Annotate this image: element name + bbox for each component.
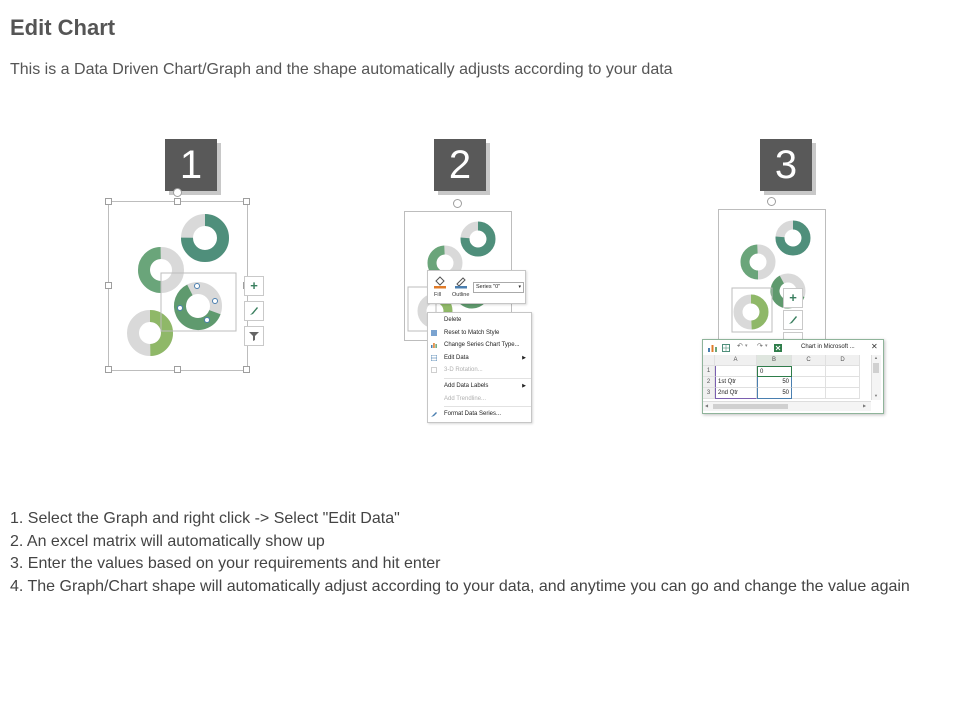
cell-b3[interactable]: 50: [757, 388, 792, 399]
horizontal-scrollbar[interactable]: [703, 401, 871, 411]
rotate-handle[interactable]: [453, 199, 462, 208]
step-badge-2: 2: [434, 139, 486, 191]
context-menu: [427, 312, 532, 423]
instruction-step-2: 2. An excel matrix will automatically show up: [10, 532, 325, 550]
filter-icon: [248, 330, 260, 342]
column-header-d[interactable]: D: [826, 355, 860, 366]
menu-item-label: Add Data Labels: [444, 382, 489, 389]
step-badge-1: 1: [165, 139, 217, 191]
scroll-up-icon[interactable]: ▲: [874, 355, 878, 360]
cell-d1[interactable]: [826, 366, 860, 377]
chevron-down-icon: ▾: [518, 284, 521, 290]
cell-a2[interactable]: 1st Qtr: [715, 377, 757, 388]
menu-item-label: Add Trendline...: [444, 395, 487, 402]
menu-item-label: Edit Data: [444, 354, 469, 361]
excel-window: [702, 339, 884, 414]
cell-d2[interactable]: [826, 377, 860, 388]
brush-icon: [248, 305, 260, 317]
menu-item-label: Format Data Series...: [444, 411, 502, 418]
column-header-b[interactable]: B: [757, 355, 792, 366]
submenu-arrow-icon: ▶: [522, 354, 526, 361]
rotation-icon: [431, 367, 437, 373]
undo-icon[interactable]: ↶: [737, 343, 743, 350]
menu-item-add-trendline: [428, 393, 531, 406]
grid-icon[interactable]: [722, 344, 730, 352]
instruction-step-1: 1. Select the Graph and right click -> Select "Edit Data": [10, 510, 400, 527]
menu-item-change-chart-type[interactable]: [428, 339, 531, 352]
menu-item-add-data-labels[interactable]: [428, 380, 531, 393]
column-header-c[interactable]: C: [792, 355, 826, 366]
menu-item-label: 3-D Rotation...: [444, 367, 483, 374]
column-header-a[interactable]: A: [715, 355, 757, 366]
chart-type-icon: [431, 342, 437, 348]
instruction-step-3: 3. Enter the values based on your requirements and hit enter: [10, 555, 441, 572]
chart-elements-button[interactable]: [783, 288, 803, 308]
page-title: Edit Chart: [10, 15, 116, 40]
page-subtitle: This is a Data Driven Chart/Graph and the shape automatically adjusts according to your data: [10, 61, 673, 78]
redo-icon[interactable]: ↷: [757, 343, 763, 350]
submenu-arrow-icon: ▶: [522, 382, 526, 389]
rotate-handle[interactable]: [173, 188, 182, 197]
chevron-down-icon[interactable]: ▾: [745, 343, 748, 349]
rotate-handle[interactable]: [767, 197, 776, 206]
menu-separator: [444, 378, 531, 379]
scrollbar-thumb[interactable]: [873, 363, 879, 373]
donut-charts[interactable]: [108, 201, 246, 369]
fill-label[interactable]: Fill: [434, 292, 442, 298]
row-header-3[interactable]: 3: [703, 388, 715, 399]
menu-separator: [444, 406, 531, 407]
instructions: [10, 508, 950, 598]
chart-filters-button[interactable]: [244, 326, 264, 346]
series-dropdown-value: Series "0": [476, 284, 501, 290]
scroll-right-icon[interactable]: ▶: [863, 403, 867, 408]
step-badge-3: 3: [760, 139, 812, 191]
menu-item-delete[interactable]: [428, 314, 531, 327]
reset-style-icon: [431, 330, 437, 336]
donut-lime: [133, 316, 167, 350]
excel-icon[interactable]: [774, 344, 782, 352]
row-header-2[interactable]: 2: [703, 377, 715, 388]
scrollbar-thumb[interactable]: [713, 404, 788, 409]
series-dropdown[interactable]: [473, 282, 524, 293]
close-icon[interactable]: ✕: [871, 342, 878, 351]
chart-elements-button[interactable]: [244, 276, 264, 296]
cell-c1[interactable]: [792, 366, 826, 377]
menu-item-edit-data[interactable]: [428, 352, 531, 365]
plus-icon: +: [250, 278, 258, 293]
brush-icon: [787, 314, 799, 326]
mini-format-toolbar: [427, 270, 526, 304]
cell-c2[interactable]: [792, 377, 826, 388]
donut-teal: [187, 220, 223, 256]
row-header-1[interactable]: 1: [703, 366, 715, 377]
chart-icon: [708, 344, 717, 352]
outline-pen-icon[interactable]: [454, 275, 468, 289]
cell-d3[interactable]: [826, 388, 860, 399]
vertical-scrollbar[interactable]: [871, 355, 881, 400]
cell-a3[interactable]: 2nd Qtr: [715, 388, 757, 399]
instruction-step-4: 4. The Graph/Chart shape will automatically adjust according to your data, and anytime you can go and change the value again: [10, 577, 910, 595]
plus-icon: +: [789, 290, 797, 305]
cell-b2[interactable]: 50: [757, 377, 792, 388]
menu-item-format-data-series[interactable]: [428, 408, 531, 421]
menu-item-label: Change Series Chart Type...: [444, 342, 520, 349]
menu-item-label: Reset to Match Style: [444, 329, 500, 336]
menu-item-3d-rotation: [428, 364, 531, 377]
outline-label[interactable]: Outline: [452, 292, 470, 298]
cell-a1[interactable]: [715, 366, 757, 377]
chevron-down-icon[interactable]: ▾: [765, 343, 768, 349]
chart-styles-button[interactable]: [783, 310, 803, 330]
edit-data-icon: [431, 355, 437, 361]
chart-styles-button[interactable]: [244, 301, 264, 321]
scroll-down-icon[interactable]: ▼: [874, 393, 878, 398]
fill-bucket-icon[interactable]: [433, 275, 447, 289]
donut-charts[interactable]: [718, 209, 824, 339]
excel-window-title: Chart in Microsoft ...: [801, 344, 855, 350]
cell-b1[interactable]: 0: [757, 366, 792, 377]
cell-c3[interactable]: [792, 388, 826, 399]
menu-item-reset-style[interactable]: [428, 327, 531, 340]
corner-cell[interactable]: [703, 355, 715, 366]
scroll-left-icon[interactable]: ◀: [705, 403, 709, 408]
menu-item-label: Delete: [444, 317, 462, 323]
format-series-icon: [431, 411, 437, 417]
